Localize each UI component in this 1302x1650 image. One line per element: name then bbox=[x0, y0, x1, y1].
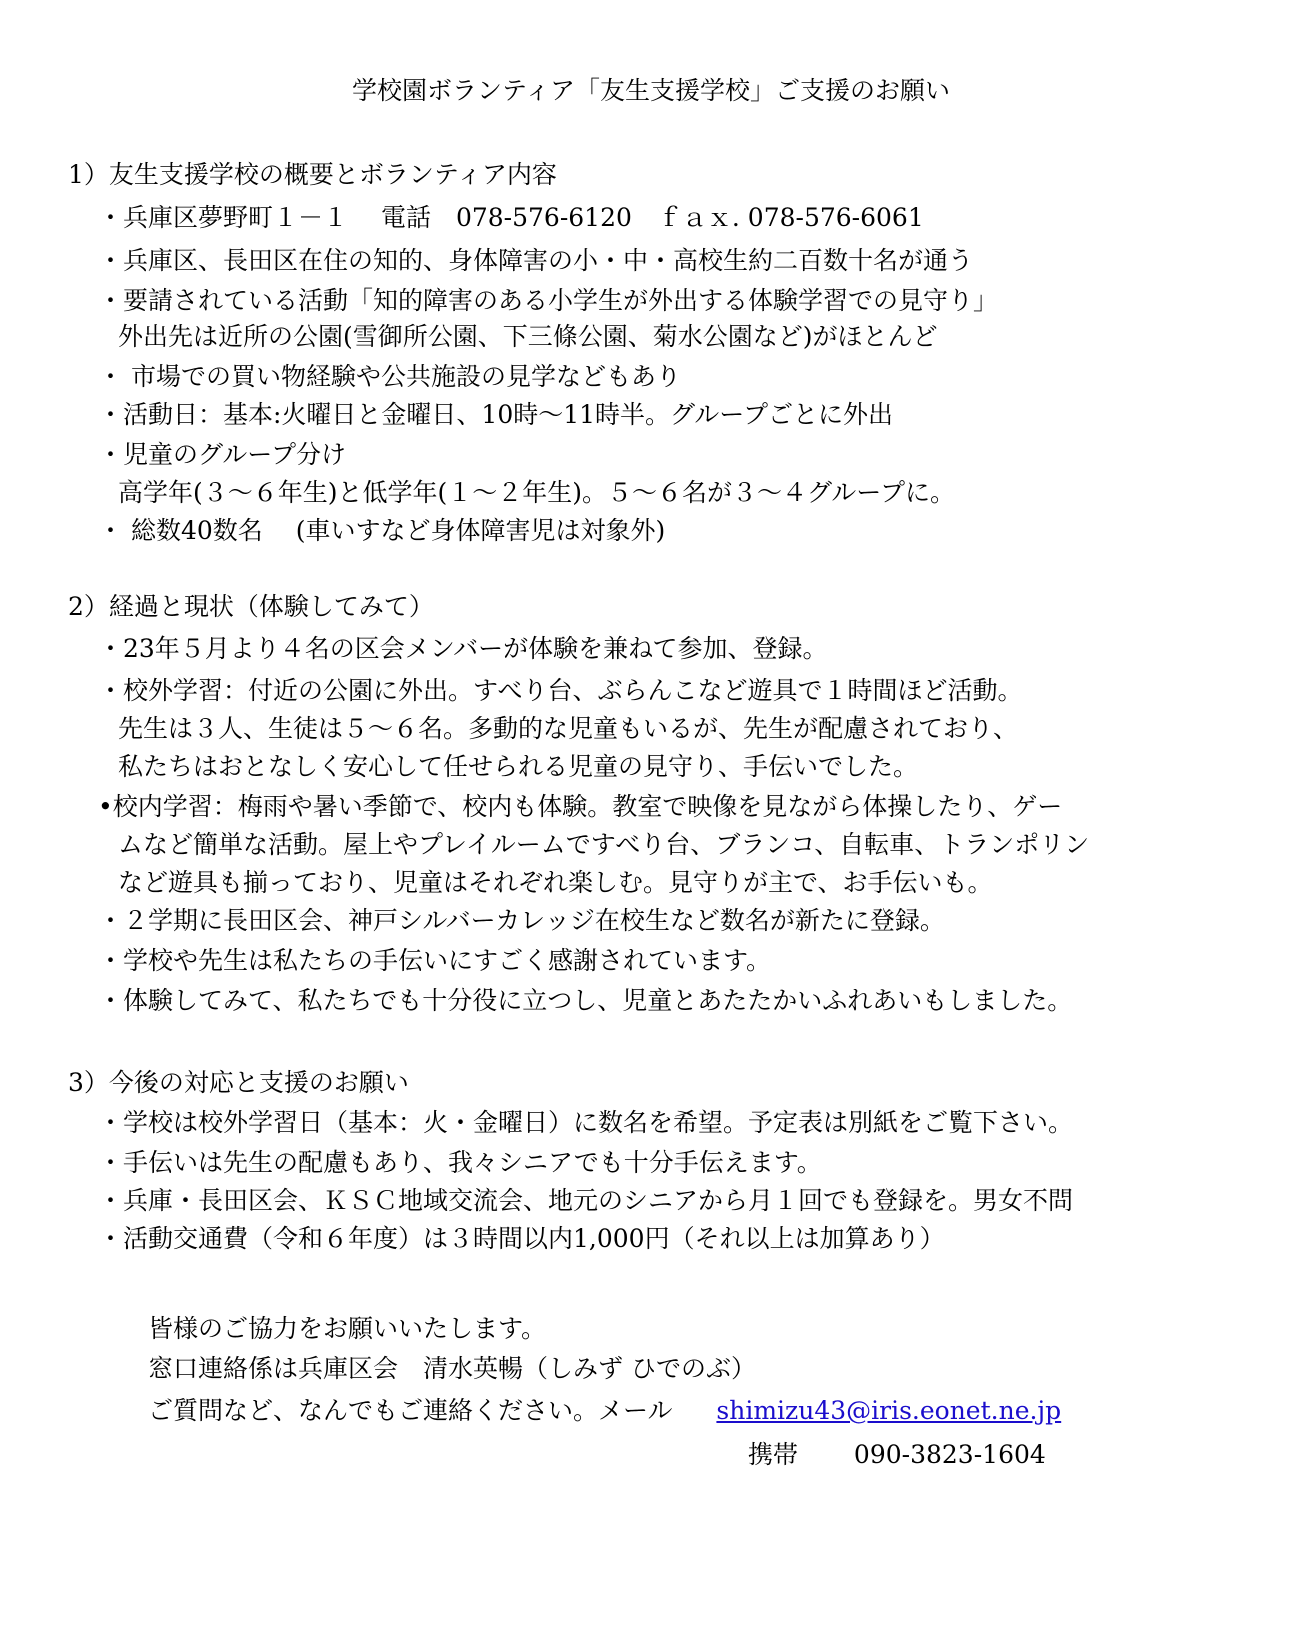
section1-line-groups: ・児童のグループ分け bbox=[98, 440, 347, 469]
section2-line-indoor-equipment: など遊具も揃っており、児童はそれぞれ楽しむ。見守りが主で、お手伝いも。 bbox=[118, 868, 993, 897]
closing-contact: 窓口連絡係は兵庫区会 清水英暢（しみず ひでのぶ） bbox=[148, 1354, 756, 1383]
section3-line-help: ・手伝いは先生の配慮もあり、我々シニアでも十分手伝えます。 bbox=[98, 1148, 822, 1177]
section1-line-grades: 高学年(３～６年生)と低学年(１～２年生)。５～６名が３～４グループに。 bbox=[118, 478, 956, 507]
section3-line-register: ・兵庫・長田区会、ＫＳＣ地域交流会、地元のシニアから月１回でも登録を。男女不問 bbox=[98, 1186, 1074, 1215]
closing-email-line bbox=[148, 1394, 1061, 1428]
section1-line-market: ・ 市場での買い物経験や公共施設の見学などもあり bbox=[98, 362, 681, 391]
mobile-number: 090-3823-1604 bbox=[853, 1440, 1046, 1469]
section1-line-total: ・ 総数40数名 (車いすなど身体障害児は対象外) bbox=[98, 516, 666, 545]
section3-line-transport: ・活動交通費（令和６年度）は３時間以内1,000円（それ以上は加算あり） bbox=[98, 1224, 945, 1253]
section3-heading: 3）今後の対応と支援のお願い bbox=[68, 1068, 409, 1097]
closing-mobile-line bbox=[748, 1438, 1046, 1472]
section2-heading: 2）経過と現状（体験してみて） bbox=[68, 592, 434, 621]
section1-heading: 1）友生支援学校の概要とボランティア内容 bbox=[68, 160, 557, 189]
section2-line-thanks: ・学校や先生は私たちの手伝いにすごく感謝されています。 bbox=[98, 946, 772, 975]
section3-line-school-request: ・学校は校外学習日（基本：火・金曜日）に数名を希望。予定表は別紙をご覧下さい。 bbox=[98, 1108, 1074, 1137]
closing-thanks: 皆様のご協力をお願いいたします。 bbox=[148, 1314, 547, 1343]
document-title: 学校園ボランティア「友生支援学校」ご支援のお願い bbox=[351, 76, 950, 105]
section1-line-destination: 外出先は近所の公園(雪御所公園、下三條公園、菊水公園など)がほとんど bbox=[118, 322, 938, 351]
section2-line-indoor-activity: ムなど簡単な活動。屋上やプレイルームですべり台、ブランコ、自転車、トランポリン bbox=[118, 830, 1090, 859]
section1-line-students: ・兵庫区、長田区在住の知的、身体障害の小・中・高校生約二百数十名が通う bbox=[98, 246, 974, 275]
section2-line-indoor: •校内学習：梅雨や暑い季節で、校内も体験。教室で映像を見ながら体操したり、ゲー bbox=[98, 792, 1063, 821]
section2-line-second-term: ・２学期に長田区会、神戸シルバーカレッジ在校生など数名が新たに登録。 bbox=[98, 906, 945, 935]
section2-line-experience: ・体験してみて、私たちでも十分役に立つし、児童とあたたかいふれあいもしました。 bbox=[98, 986, 1073, 1015]
mobile-label: 携帯 bbox=[748, 1440, 799, 1469]
section1-line-address: ・兵庫区夢野町１－１ 電話 078-576-6120 ｆａｘ. 078-576-6061 bbox=[98, 203, 924, 232]
section2-line-watch: 私たちはおとなしく安心して任せられる児童の見守り、手伝いでした。 bbox=[118, 752, 919, 781]
closing-email-label: ご質問など、なんでもご連絡ください。メール bbox=[148, 1396, 673, 1425]
section2-line-start: ・23年５月より４名の区会メンバーが体験を兼ねて参加、登録。 bbox=[98, 634, 828, 663]
section2-line-teachers: 先生は３人、生徒は５～６名。多動的な児童もいるが、先生が配慮されており、 bbox=[118, 714, 1019, 743]
section2-line-outdoor: ・校外学習：付近の公園に外出。すべり台、ぶらんこなど遊具で１時間ほど活動。 bbox=[98, 676, 1023, 705]
section1-line-activity: ・要請されている活動「知的障害のある小学生が外出する体験学習での見守り」 bbox=[98, 286, 999, 315]
section1-line-days: ・活動日：基本:火曜日と金曜日、10時～11時半。グループごとに外出 bbox=[98, 400, 894, 429]
email-link[interactable]: shimizu43@iris.eonet.ne.jp bbox=[716, 1396, 1062, 1425]
